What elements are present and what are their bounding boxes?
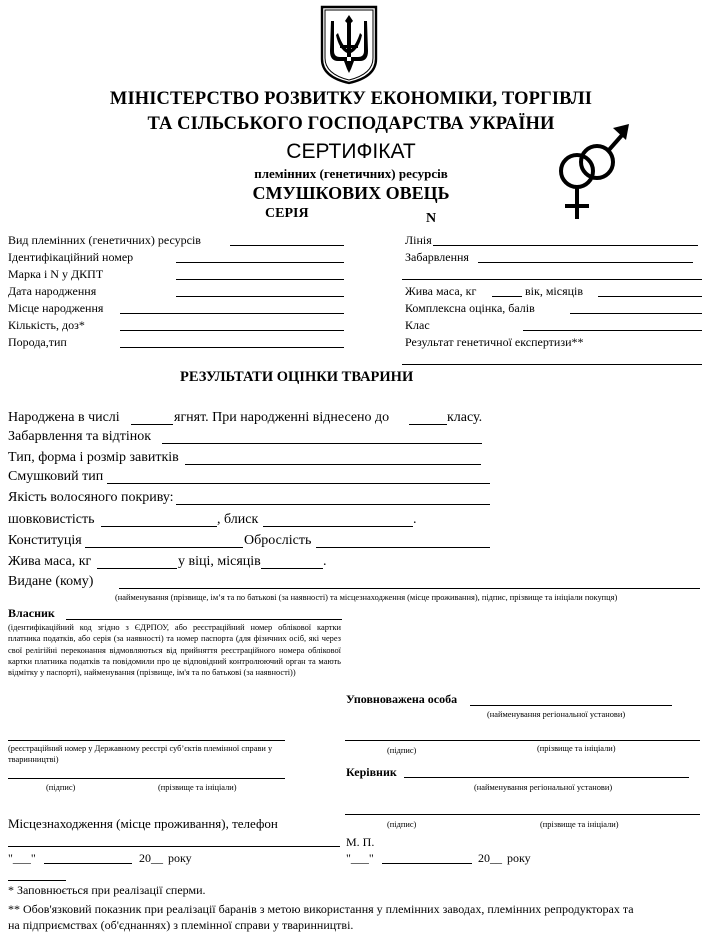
document-title: СЕРТИФІКАТ	[286, 140, 416, 163]
shine-label: , блиск	[217, 512, 259, 527]
hair-quality-label: Якість волосяного покриву:	[8, 490, 174, 505]
head-signature-input[interactable]	[345, 814, 700, 815]
field-id-number-label: Ідентифікаційний номер	[8, 250, 134, 264]
field-color-label: Забарвлення	[405, 250, 469, 264]
owner-name-hint: (прізвище та ініціали)	[158, 783, 237, 792]
field-line-label: Лінія	[405, 233, 432, 247]
head-date-day: "___"	[346, 851, 374, 865]
field-extra-line[interactable]	[402, 279, 702, 280]
footnote-divider	[8, 880, 66, 881]
field-birth-date-label: Дата народження	[8, 284, 97, 298]
issued-to-label: Видане (кому)	[8, 574, 94, 589]
field-genetic-label: Результат генетичної експертизи**	[405, 335, 584, 349]
field-doses-input[interactable]	[120, 330, 344, 331]
born-count-input[interactable]	[131, 424, 173, 425]
results-title: РЕЗУЛЬТАТИ ОЦІНКИ ТВАРИНИ	[180, 369, 414, 385]
head-date-year: 20__	[478, 851, 502, 865]
field-score-input[interactable]	[570, 313, 702, 314]
owner-location-label: Місцезнаходження (місце проживання), телефон	[8, 816, 278, 831]
age-end: .	[323, 554, 327, 569]
authorized-signature-input[interactable]	[345, 740, 700, 741]
fleece-label: Оброслість	[244, 533, 312, 548]
smushok-type-label: Смушковий тип	[8, 469, 104, 484]
field-color-input[interactable]	[478, 262, 693, 263]
field-id-number-input[interactable]	[176, 262, 344, 263]
field-birth-place-label: Місце народження	[8, 301, 104, 315]
issued-to-hint: (найменування (прізвище, ім’я та по батькові (за наявності) та місцезнаходження (місце проживання), підпис, прізвище та ініціали покупця)	[115, 593, 618, 602]
authorized-label: Уповноважена особа	[346, 692, 458, 706]
field-dkpt-mark-label: Марка і N у ДКПТ	[8, 267, 104, 281]
head-signature-hint: (підпис)	[387, 820, 417, 829]
color-shade-label: Забарвлення та відтінок	[8, 429, 152, 444]
series-label: СЕРІЯ	[265, 206, 309, 221]
constitution-label: Конституція	[8, 533, 82, 548]
document-subtitle: племінних (генетичних) ресурсів	[254, 166, 448, 181]
field-birth-place-input[interactable]	[120, 313, 344, 314]
field-age-label: вік, місяців	[525, 284, 584, 298]
number-label: N	[426, 211, 437, 226]
curl-type-label: Тип, форма і розмір завитків	[8, 450, 179, 465]
head-name-hint: (прізвище та ініціали)	[540, 820, 619, 829]
footnote-2a: ** Обов'язковий показник при реалізації баранів з метою використання у племінних заводах, племінних репродукторах та	[8, 902, 634, 916]
owner-date-month-input[interactable]	[44, 863, 132, 864]
authorized-input[interactable]	[470, 705, 672, 706]
head-input[interactable]	[404, 777, 689, 778]
silk-label: шовковистість	[8, 512, 95, 527]
weight-input[interactable]	[97, 568, 177, 569]
owner-signature-hint: (підпис)	[46, 783, 76, 792]
ministry-line-1: МІНІСТЕРСТВО РОЗВИТКУ ЕКОНОМІКИ, ТОРГІВЛІ	[109, 89, 593, 109]
ministry-line-2: ТА СІЛЬСЬКОГО ГОСПОДАРСТВА УКРАЇНИ	[147, 114, 555, 134]
field-weight-label: Жива маса, кг	[405, 284, 477, 298]
born-label-a: Народжена в числі	[8, 410, 120, 425]
hair-quality-input[interactable]	[176, 504, 490, 505]
trident-coat-of-arms-icon	[320, 5, 378, 85]
male-female-symbol-icon	[555, 122, 635, 222]
owner-signature-input[interactable]	[8, 778, 285, 779]
owner-input[interactable]	[66, 619, 342, 620]
document-subject: СМУШКОВИХ ОВЕЦЬ	[252, 183, 450, 203]
constitution-input[interactable]	[85, 547, 243, 548]
owner-label: Власник	[8, 606, 55, 620]
field-weight-input[interactable]	[492, 296, 522, 297]
owner-date-day: "___"	[8, 851, 36, 865]
field-resource-type-input[interactable]	[230, 245, 344, 246]
color-shade-input[interactable]	[162, 443, 482, 444]
born-label-b: ягнят. При народженні віднесено до	[174, 410, 390, 425]
field-breed-input[interactable]	[120, 347, 344, 348]
owner-date-year: 20__	[139, 851, 163, 865]
issued-to-input[interactable]	[119, 588, 700, 589]
owner-date-suffix: року	[168, 851, 192, 865]
field-class-input[interactable]	[523, 330, 702, 331]
field-genetic-input[interactable]	[402, 364, 702, 365]
head-label: Керівник	[346, 765, 397, 779]
silk-input[interactable]	[101, 526, 217, 527]
field-line-input[interactable]	[433, 245, 698, 246]
fleece-input[interactable]	[316, 547, 490, 548]
field-class-label: Клас	[405, 318, 430, 332]
authorized-name-hint: (прізвище та ініціали)	[537, 744, 616, 753]
field-score-label: Комплексна оцінка, балів	[405, 301, 535, 315]
age-input[interactable]	[261, 568, 323, 569]
born-label-c: класу.	[447, 410, 483, 425]
field-breed-label: Порода,тип	[8, 335, 67, 349]
head-date-month-input[interactable]	[382, 863, 472, 864]
field-resource-type-label: Вид племінних (генетичних) ресурсів	[8, 233, 201, 247]
field-dkpt-mark-input[interactable]	[176, 279, 344, 280]
owner-location-input[interactable]	[8, 846, 340, 847]
footnote-1: * Заповнюється при реалізації сперми.	[8, 883, 206, 897]
owner-register-hint: (реєстраційний номер у Державному реєстрі суб’єктів племінної справи у тваринництві)	[8, 744, 273, 765]
footnote-2b: на підприємствах (об'єднаннях) з племінної справи у тваринництві.	[8, 918, 354, 932]
authorized-signature-hint: (підпис)	[387, 746, 417, 755]
shine-end: .	[413, 512, 417, 527]
weight-label: Жива маса, кг	[8, 554, 92, 569]
smushok-type-input[interactable]	[107, 483, 490, 484]
age-label: у віці, місяців	[178, 554, 261, 569]
field-age-input[interactable]	[598, 296, 702, 297]
shine-input[interactable]	[263, 526, 413, 527]
curl-type-input[interactable]	[185, 464, 481, 465]
head-date-suffix: року	[507, 851, 531, 865]
field-birth-date-input[interactable]	[176, 296, 344, 297]
field-doses-label: Кількість, доз*	[8, 318, 85, 332]
born-class-input[interactable]	[409, 424, 447, 425]
authorized-org-hint: (найменування регіональної установи)	[487, 710, 626, 719]
head-org-hint: (найменування регіональної установи)	[474, 783, 613, 792]
owner-hint: (ідентифікаційний код згідно з ЄДРПОУ, або реєстраційний номер облікової картки платника податків, або серія (за наявності) та номер паспорта (для фізичних осіб, які через свої релігійні переконання відмовляються від прийняття реєстраційного номера облікової картки платника податків та повідомили про це відповідний контролюючий орган та мають відмітку у паспорті), найменування (прізвище, ім'я та по батькові (за наявності))	[8, 623, 341, 678]
stamp-label: М. П.	[346, 835, 375, 849]
owner-register-input[interactable]	[8, 740, 285, 741]
